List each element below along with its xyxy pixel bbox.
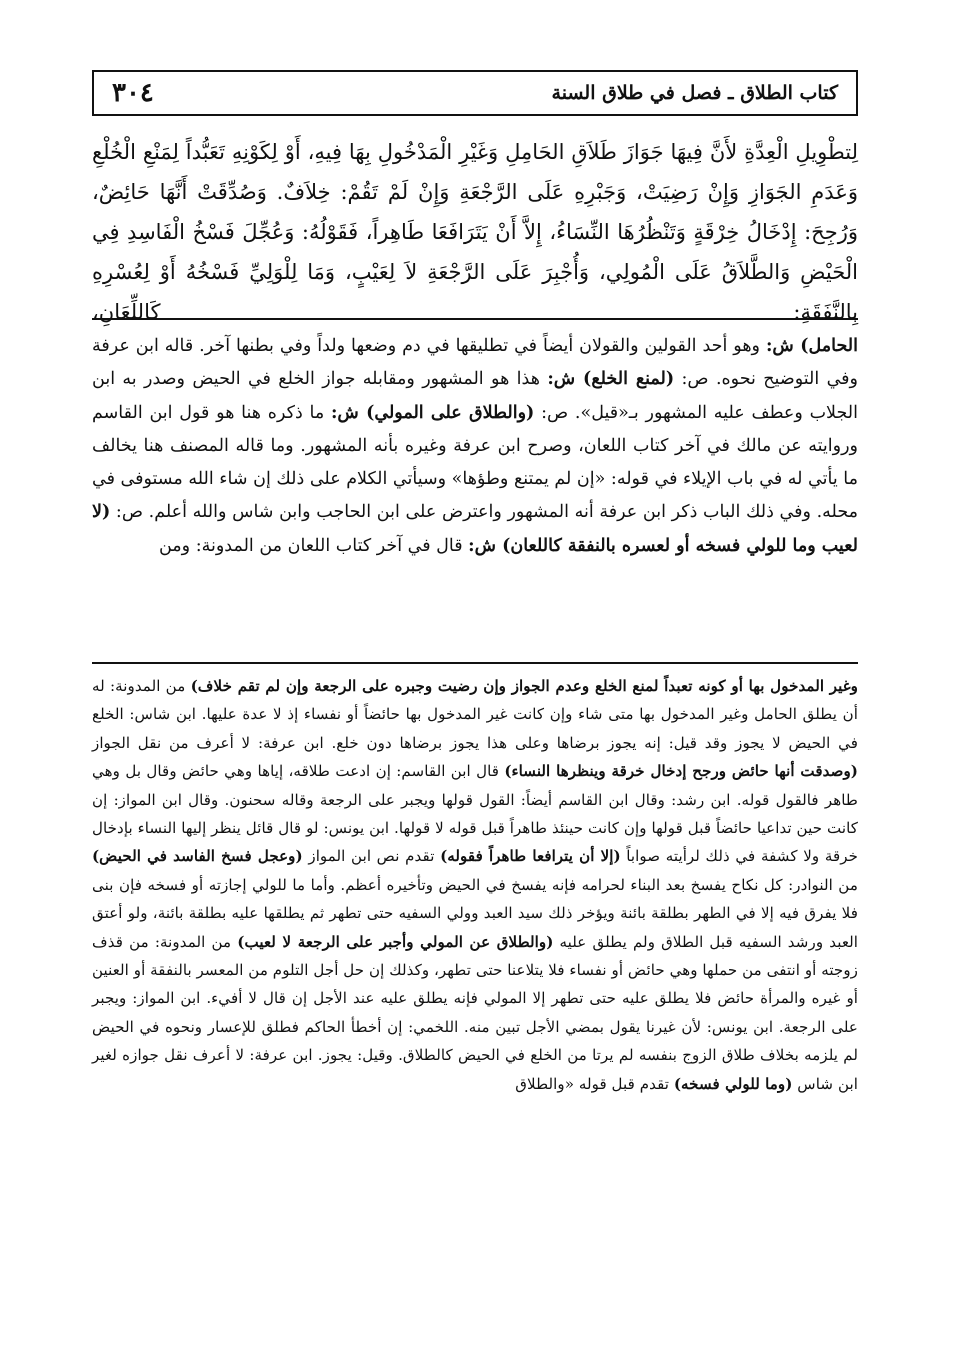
commentary-paragraph-1 [92, 330, 858, 563]
bold-quote-run: (والطلاق على المولي) ش: [330, 402, 535, 423]
bold-quote-run: (لا لعيب وما للولي فسخه أو لعسره بالنفقة كاللعان) ش: [92, 502, 858, 556]
bold-quote-run: (وعجل فسخ الفاسد في الحيض) [92, 847, 303, 866]
bold-quote-run: الحامل) ش: [765, 336, 858, 356]
text-run: تقدم نص ابن المواز [302, 847, 441, 866]
text-run: تقدم قبل قوله «والطلاق [515, 1074, 674, 1093]
section-divider-1 [92, 318, 858, 320]
main-text-block [92, 132, 858, 332]
commentary-paragraph-2 [92, 672, 858, 1098]
text-run: من المدونة: له أن يطلق الحامل وغير المدخول بها متى شاء وإن كانت غير المدخول بها حائضاً أو نفساء إذ لا عدة عليها. ابن شاس: الخلع في الحيض لا يجوز وقد قيل: إنه يجوز برضاها وعلى هذا يجوز برضاها دون خلع. ابن عرفة: لا أعرف من نقل الجواز [92, 677, 858, 752]
bold-quote-run: (وصدقت أنها حائض ورجح إدخال خرقة وينظرها النساء) [504, 762, 858, 781]
page-header [92, 70, 858, 116]
commentary-block-1 [92, 330, 858, 563]
running-title: كتاب الطلاق ـ فصل في طلاق السنة [551, 82, 838, 104]
text-run: من المدونة: من قذف زوجته أو انتفى من حملها وهي حائض أو نفساء فلا يتلاعنا حتى تطهر، وكذلك إن حل أجل التلوم من المعسر بالنفقة أو العنين أو غيره والمرأة حائض فلا يطلق عليه حتى تطهر إلا المولي فإنه يطلق عليه عند الأجل إن قال لا أفيء. ابن المواز: ويجبر على الرجعة. ابن يونس: لأن غيرنا يقول بمضي الأجل تبين منه. اللخمي: إن أخطأ الحاكم فطلق للإعسار ونحوه في الحيض لم يلزمه بخلاف طلاق الزوج بنفسه لم يرتا من الخلع في الحيض كالطلاق. وقيل: يجوز. ابن عرفة: لا أعرف نقل جوازه لغير ابن شاس [92, 932, 858, 1093]
text-run: وهو أحد القولين والقولان أيضاً في تطليقها في دم وضعها ولداً وفي بطنها آخر. قاله ابن عرفة وفي التوضيح نحوه. ص: [92, 336, 858, 390]
text-run: قال في آخر كتاب اللعان من المدونة: ومن [158, 535, 469, 556]
main-text-paragraph: لِتطْوِيلِ الْعِدَّةِ لأَنَّ فِيهَا جَوَازَ طَلاَقِ الحَامِلِ وَغَيْرِ الْمَدْخُولِ بِهَا فِيهِ، أَوْ لِكَوْنِهِ تَعَبُّداً لِمَنْعِ الْخُلْعِ وَعَدَمِ الجَوَازِ وَإِنْ رَضِيَتْ، وَجَبْرِهِ عَلَى الرَّجْعَةِ وَإِنْ لَمْ تَقُمْ: خِلاَفٌ. وَصُدِّقَتْ أَنَّهَا حَائِضٌ، وَرُجِحَ: إِدْخَالُ خِرْقَةٍ وَتَنْظُرُهَا النِّسَاءُ، إِلاَّ أَنْ يَتَرَافَعَا طَاهِراً، فَقَوْلُهُ: وَعُجِّلَ فَسْخُ الْفَاسِدِ فِي الْحَيْضِ وَالطَّلاَقُ عَلَى الْمُولِي، وَأُجْبِرَ عَلَى الرَّجْعَةِ لاَ لِعَيْبٍ، وَمَا لِلْوَلِيِّ فَسْخُهُ أَوْ لِعُسْرِهِ بِالنَّفَقَةِ: كَاللِّعَانِ، [92, 140, 858, 324]
bold-quote-run: (والطلاق عن المولي وأجبر على الرجعة لا لعيب) [237, 932, 554, 951]
bold-quote-run: (إلا أن يترافعا طاهراً فقوله) [440, 847, 621, 866]
text-run: من النوادر: كل نكاح يفسخ بعد البناء لحرامه فإنه يفسخ في الحيض وتأخيره أعظم. وأما ما للولي إجازته أو فسخه فإن بنى فلا يفرق فيه إلا في الطهر بطلقة بائنة ويؤخر ذلك سيد العبد وولي السفيه حتى تطهر ثم يطلقها عليه بطلقة بائنة، ولو أعتق العبد ورشد السفيه قبل الطلاق ولم يطلق عليه [92, 875, 859, 951]
bold-quote-run: (لمنع الخلع) ش: [547, 369, 675, 390]
bold-quote-run: (وما للولي فسخه) [673, 1074, 793, 1093]
text-run: ما ذكره هنا هو قول ابن القاسم وروايته عن مالك في آخر كتاب اللعان، وصرح ابن عرفة وغيره بأنه المشهور. وما قاله المصنف هنا يخالف ما يأتي له في باب الإيلاء في قوله: «إن لم يمتنع وطؤها» وسيأتي الكلام على ذلك إن شاء الله مستوفى في محله. وفي ذلك الباب ذكر ابن عرفة أنه المشهور واعترض على ابن الحاجب وابن شاس والله أعلم. ص: [92, 402, 858, 523]
bold-quote-run: وغير المدخول بها أو كونه تعبداً لمنع الخلع وعدم الجواز وإن رضيت وجبره على الرجعة وإن لم تقم خلاف) [190, 677, 858, 695]
page-number: ٣٠٤ [112, 78, 154, 108]
commentary-block-2 [92, 672, 858, 1098]
section-divider-2 [92, 662, 858, 664]
text-run: قال ابن القاسم: إن ادعت طلاقه، إياها وهي حائض وقال بل وهي طاهر فالقول قوله. ابن رشد: وقال ابن القاسم أيضاً: القول قولها ويجبر على الرجعة وقاله سحنون. وقال ابن المواز: إن كانت حين تداعيا حائضاً قبل قولها وإن كانت حينئذ طاهراً قبل قوله لا قولها. ابن يونس: لو قال قائل ينظر إليها النساء بإدخال خرقة ولا كشفة في ذلك لرأيته صواباً [92, 762, 859, 866]
text-run: هذا هو المشهور ومقابله جواز الخلع في الحيض وصدر به ابن الجلاب وعطف عليه المشهور بـ«قيل». ص: [92, 369, 858, 423]
